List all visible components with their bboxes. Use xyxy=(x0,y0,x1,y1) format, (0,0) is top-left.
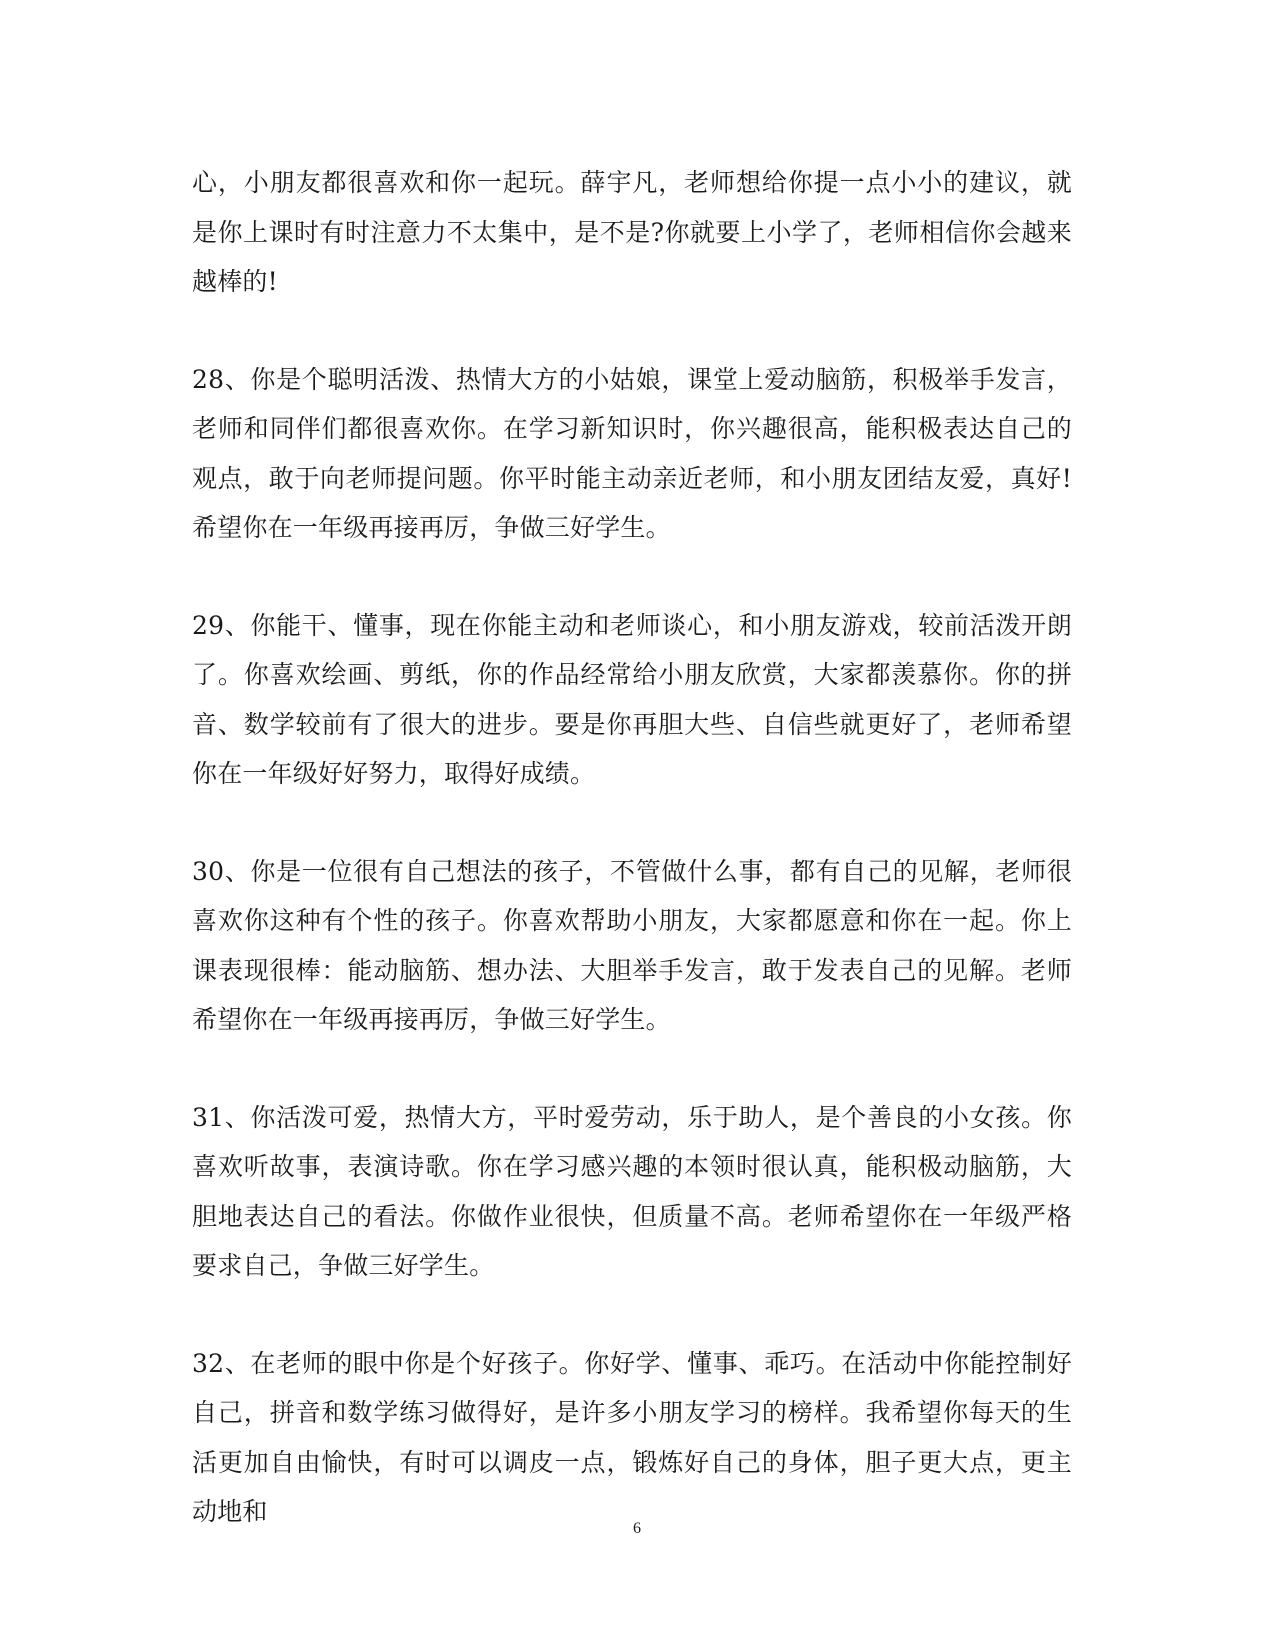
paragraph-30: 30、你是一位很有自己想法的孩子，不管做什么事，都有自己的见解，老师很喜欢你这种有个性的孩子。你喜欢帮助小朋友，大家都愿意和你在一起。你上课表现很棒：能动脑筋、想办法、大胆举手发言，敢于发表自己的见解。老师希望你在一年级再接再厉，争做三好学生。 xyxy=(192,856,1072,1034)
paragraph-31: 31、你活泼可爱，热情大方，平时爱劳动，乐于助人，是个善良的小女孩。你喜欢听故事，表演诗歌。你在学习感兴趣的本领时很认真，能积极动脑筋，大胆地表达自己的看法。你做作业很快，但质量不高。老师希望你在一年级严格要求自己，争做三好学生。 xyxy=(192,1102,1072,1280)
paragraph-28: 28、你是个聪明活泼、热情大方的小姑娘，课堂上爱动脑筋，积极举手发言，老师和同伴们都很喜欢你。在学习新知识时，你兴趣很高，能积极表达自己的观点，敢于向老师提问题。你平时能主动亲近老师，和小朋友团结友爱，真好!希望你在一年级再接再厉，争做三好学生。 xyxy=(192,364,1072,542)
paragraph-continued: 心，小朋友都很喜欢和你一起玩。薛宇凡，老师想给你提一点小小的建议，就是你上课时有时注意力不太集中，是不是?你就要上小学了，老师相信你会越来越棒的! xyxy=(192,168,1072,296)
paragraph-32: 32、在老师的眼中你是个好孩子。你好学、懂事、乖巧。在活动中你能控制好自己，拼音和数学练习做得好，是许多小朋友学习的榜样。我希望你每天的生活更加自由愉快，有时可以调皮一点，锻炼好自己的身体，胆子更大点，更主动地和 xyxy=(192,1348,1072,1526)
paragraph-29: 29、你能干、懂事，现在你能主动和老师谈心，和小朋友游戏，较前活泼开朗了。你喜欢绘画、剪纸，你的作品经常给小朋友欣赏，大家都羡慕你。你的拼音、数学较前有了很大的进步。要是你再胆大些、自信些就更好了，老师希望你在一年级好好努力，取得好成绩。 xyxy=(192,610,1072,788)
page-number: 6 xyxy=(633,1520,641,1537)
body-text xyxy=(192,158,1072,1537)
